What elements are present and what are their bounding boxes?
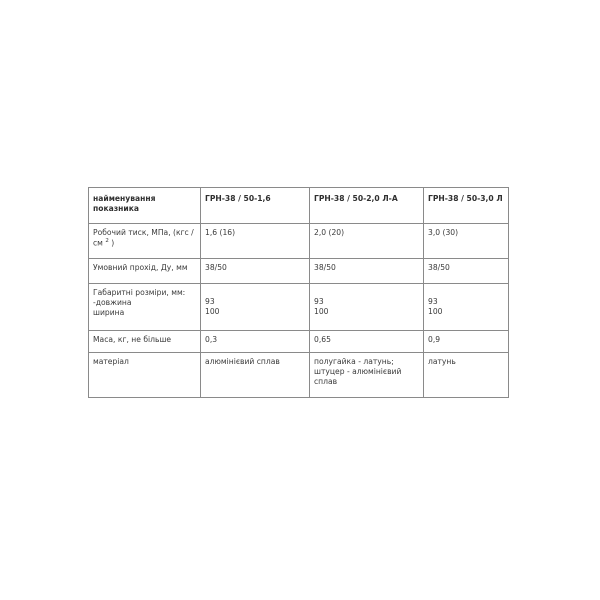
table-header-row	[89, 188, 509, 224]
dimensions-c-width: 100	[428, 306, 443, 316]
cell-pressure-label	[89, 224, 201, 259]
cell-pressure-b: 2,0 (20)	[310, 224, 424, 259]
material-b-line-2: штуцер - алюмінієвий	[314, 366, 402, 376]
cell-dimensions-a	[201, 284, 310, 331]
dimensions-label-line-1: Габаритні розміри, мм:	[93, 288, 186, 297]
cell-dimensions-label	[89, 284, 201, 331]
cell-dimensions-b	[310, 284, 424, 331]
cell-mass-c: 0,9	[424, 331, 509, 353]
cell-bore-c: 38/50	[424, 259, 509, 284]
pressure-label-tail: / см	[93, 228, 194, 248]
table-row-dimensions	[89, 284, 509, 331]
cell-mass-label: Маса, кг, не більше	[89, 331, 201, 353]
header-param-line-1: найменування	[93, 194, 156, 203]
dimensions-a-length: 93	[205, 297, 215, 306]
table-row-bore	[89, 259, 509, 284]
cell-material-a: алюмінієвий сплав	[201, 353, 310, 398]
cell-bore-a: 38/50	[201, 259, 310, 284]
table-row-pressure	[89, 224, 509, 259]
cell-pressure-c: 3,0 (30)	[424, 224, 509, 259]
header-model-3-0: ГРН-38 / 50-3,0 Л	[424, 188, 509, 224]
cell-material-label: матеріал	[89, 353, 201, 398]
cell-bore-b: 38/50	[310, 259, 424, 284]
pressure-label-end: )	[111, 238, 115, 248]
cell-dimensions-c	[424, 284, 509, 331]
cell-material-b	[310, 353, 424, 398]
table-row-material	[89, 353, 509, 398]
header-param-line-2: показника	[93, 203, 140, 213]
cell-mass-b: 0,65	[310, 331, 424, 353]
material-b-line-3: сплав	[314, 376, 338, 386]
header-model-2-0: ГРН-38 / 50-2,0 Л-А	[310, 188, 424, 224]
pressure-label-main: Робочий тиск, МПа, (кгс	[93, 228, 189, 237]
pressure-label-sup: 2	[105, 237, 109, 244]
cell-mass-a: 0,3	[201, 331, 310, 353]
cell-material-c: латунь	[424, 353, 509, 398]
cell-bore-label: Умовний прохід, Ду, мм	[89, 259, 201, 284]
cell-pressure-a: 1,6 (16)	[201, 224, 310, 259]
table-row-mass	[89, 331, 509, 353]
dimensions-label-line-2: -довжина	[93, 297, 132, 307]
header-parameter-name	[89, 188, 201, 224]
dimensions-a-width: 100	[205, 306, 220, 316]
header-model-1-6: ГРН-38 / 50-1,6	[201, 188, 310, 224]
dimensions-label-line-3: ширина	[93, 307, 125, 317]
spec-table	[88, 187, 509, 398]
material-b-line-1: полугайка - латунь;	[314, 357, 394, 366]
dimensions-c-length: 93	[428, 297, 438, 306]
dimensions-b-length: 93	[314, 297, 324, 306]
dimensions-b-width: 100	[314, 306, 329, 316]
